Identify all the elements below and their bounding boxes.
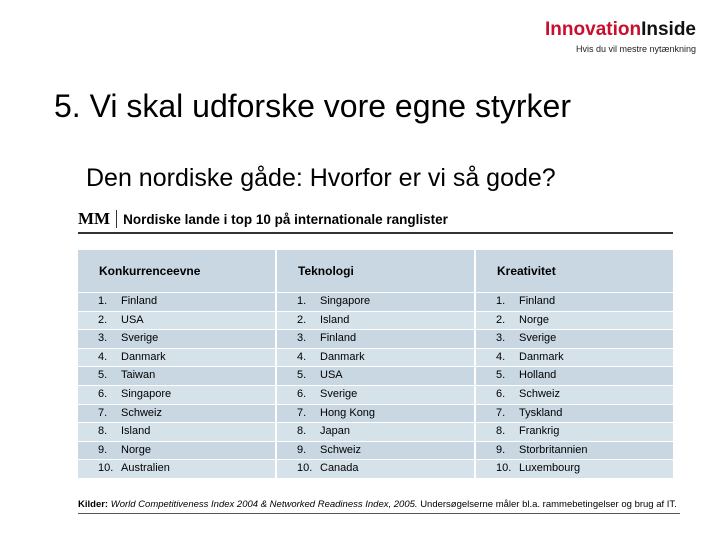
country-name: Danmark — [320, 350, 365, 363]
brand-logo — [545, 20, 696, 54]
table-row — [78, 386, 275, 405]
rank-number: 2. — [297, 313, 307, 326]
column-body — [277, 293, 474, 479]
column-body — [78, 293, 275, 479]
table-row — [78, 460, 275, 479]
rank-number: 5. — [496, 369, 506, 382]
country-name: Singapore — [320, 295, 371, 307]
sources-label: Kilder: — [78, 498, 109, 510]
slide-title: 5. Vi skal udforske vore egne styrker — [54, 88, 571, 124]
country-name: Singapore — [121, 387, 172, 400]
column-header: Kreativitet — [476, 250, 673, 293]
table-row — [277, 349, 474, 368]
country-name: Australien — [121, 462, 170, 475]
country-name: Schweiz — [519, 387, 560, 400]
rank-number: 3. — [297, 332, 307, 345]
country-name: Danmark — [519, 350, 564, 363]
country-name: Sverige — [519, 332, 557, 345]
rank-number: 5. — [98, 369, 108, 382]
rank-number: 9. — [297, 443, 307, 456]
figure-header — [78, 206, 673, 234]
ranking-table — [78, 250, 673, 479]
rank-number: 3. — [98, 332, 108, 345]
table-row — [476, 460, 673, 479]
sources-note-text: Undersøgelserne måler bl.a. rammebetingelser og brug af IT. — [420, 498, 677, 510]
table-row — [277, 442, 474, 461]
ranking-column-teknologi — [277, 250, 474, 479]
table-row — [78, 330, 275, 349]
table-row — [476, 330, 673, 349]
rank-number: 7. — [496, 406, 506, 419]
table-row — [277, 460, 474, 479]
rank-number: 2. — [98, 313, 108, 326]
rank-number: 1. — [297, 295, 307, 307]
country-name: Storbritannien — [519, 443, 588, 456]
table-row — [476, 442, 673, 461]
country-name: Frankrig — [519, 425, 560, 438]
sources-text: World Competitiveness Index 2004 & Networked Readiness Index, 2005. — [110, 498, 418, 510]
rank-number: 1. — [496, 295, 506, 307]
table-row — [78, 312, 275, 331]
table-row — [476, 349, 673, 368]
sources-note — [78, 497, 680, 514]
rank-number: 4. — [496, 350, 506, 363]
table-row — [78, 349, 275, 368]
table-row — [277, 312, 474, 331]
rank-number: 9. — [496, 443, 506, 456]
table-row — [476, 405, 673, 424]
country-name: Hong Kong — [320, 406, 376, 419]
rank-number: 8. — [496, 425, 506, 438]
country-name: Norge — [519, 313, 549, 326]
rank-number: 8. — [98, 425, 108, 438]
table-row — [476, 293, 673, 312]
table-row — [78, 442, 275, 461]
country-name: Sverige — [320, 387, 358, 400]
table-row — [277, 293, 474, 312]
country-name: Japan — [320, 425, 350, 438]
table-row — [277, 330, 474, 349]
figure-title: Nordiske lande i top 10 på internationale ranglister — [123, 211, 448, 227]
country-name: Finland — [121, 295, 158, 307]
ranking-column-konkurrenceevne — [78, 250, 275, 479]
mm-logo: MM — [78, 210, 117, 228]
brand-name — [545, 20, 696, 40]
table-row — [78, 367, 275, 386]
column-header: Teknologi — [277, 250, 474, 293]
table-row — [277, 386, 474, 405]
country-name: Finland — [320, 332, 357, 345]
rank-number: 6. — [98, 387, 108, 400]
ranking-figure — [78, 206, 677, 514]
rank-number: 8. — [297, 425, 307, 438]
country-name: USA — [320, 369, 343, 382]
country-name: Danmark — [121, 350, 166, 363]
slide-subtitle: Den nordiske gåde: Hvorfor er vi så gode? — [86, 164, 556, 192]
rank-number: 4. — [98, 350, 108, 363]
rank-number: 3. — [496, 332, 506, 345]
rank-number: 5. — [297, 369, 307, 382]
rank-number: 1. — [98, 295, 108, 307]
rank-number: 7. — [297, 406, 307, 419]
rank-number: 10. — [98, 462, 114, 475]
brand-name-part1: Innovation — [545, 19, 642, 40]
brand-tagline: Hvis du vil mestre nytænkning — [575, 44, 696, 54]
country-name: Luxembourg — [519, 462, 581, 475]
country-name: Island — [121, 425, 151, 438]
rank-number: 6. — [297, 387, 307, 400]
rank-number: 10. — [297, 462, 313, 475]
country-name: Sverige — [121, 332, 159, 345]
brand-name-part2: Inside — [641, 19, 696, 40]
rank-number: 6. — [496, 387, 506, 400]
country-name: USA — [121, 313, 144, 326]
table-row — [78, 293, 275, 312]
table-row — [476, 367, 673, 386]
country-name: Norge — [121, 443, 151, 456]
table-row — [78, 405, 275, 424]
table-row — [277, 423, 474, 442]
country-name: Finland — [519, 295, 556, 307]
country-name: Schweiz — [121, 406, 162, 419]
rank-number: 2. — [496, 313, 506, 326]
table-row — [476, 423, 673, 442]
country-name: Tyskland — [519, 406, 563, 419]
column-header: Konkurrenceevne — [78, 250, 275, 293]
rank-number: 9. — [98, 443, 108, 456]
country-name: Island — [320, 313, 350, 326]
table-row — [476, 386, 673, 405]
country-name: Canada — [320, 462, 359, 475]
country-name: Taiwan — [121, 369, 156, 382]
table-row — [277, 367, 474, 386]
country-name: Holland — [519, 369, 557, 382]
rank-number: 7. — [98, 406, 108, 419]
table-row — [476, 312, 673, 331]
ranking-column-kreativitet — [476, 250, 673, 479]
column-body — [476, 293, 673, 479]
country-name: Schweiz — [320, 443, 361, 456]
table-row — [277, 405, 474, 424]
rank-number: 10. — [496, 462, 512, 475]
rank-number: 4. — [297, 350, 307, 363]
table-row — [78, 423, 275, 442]
